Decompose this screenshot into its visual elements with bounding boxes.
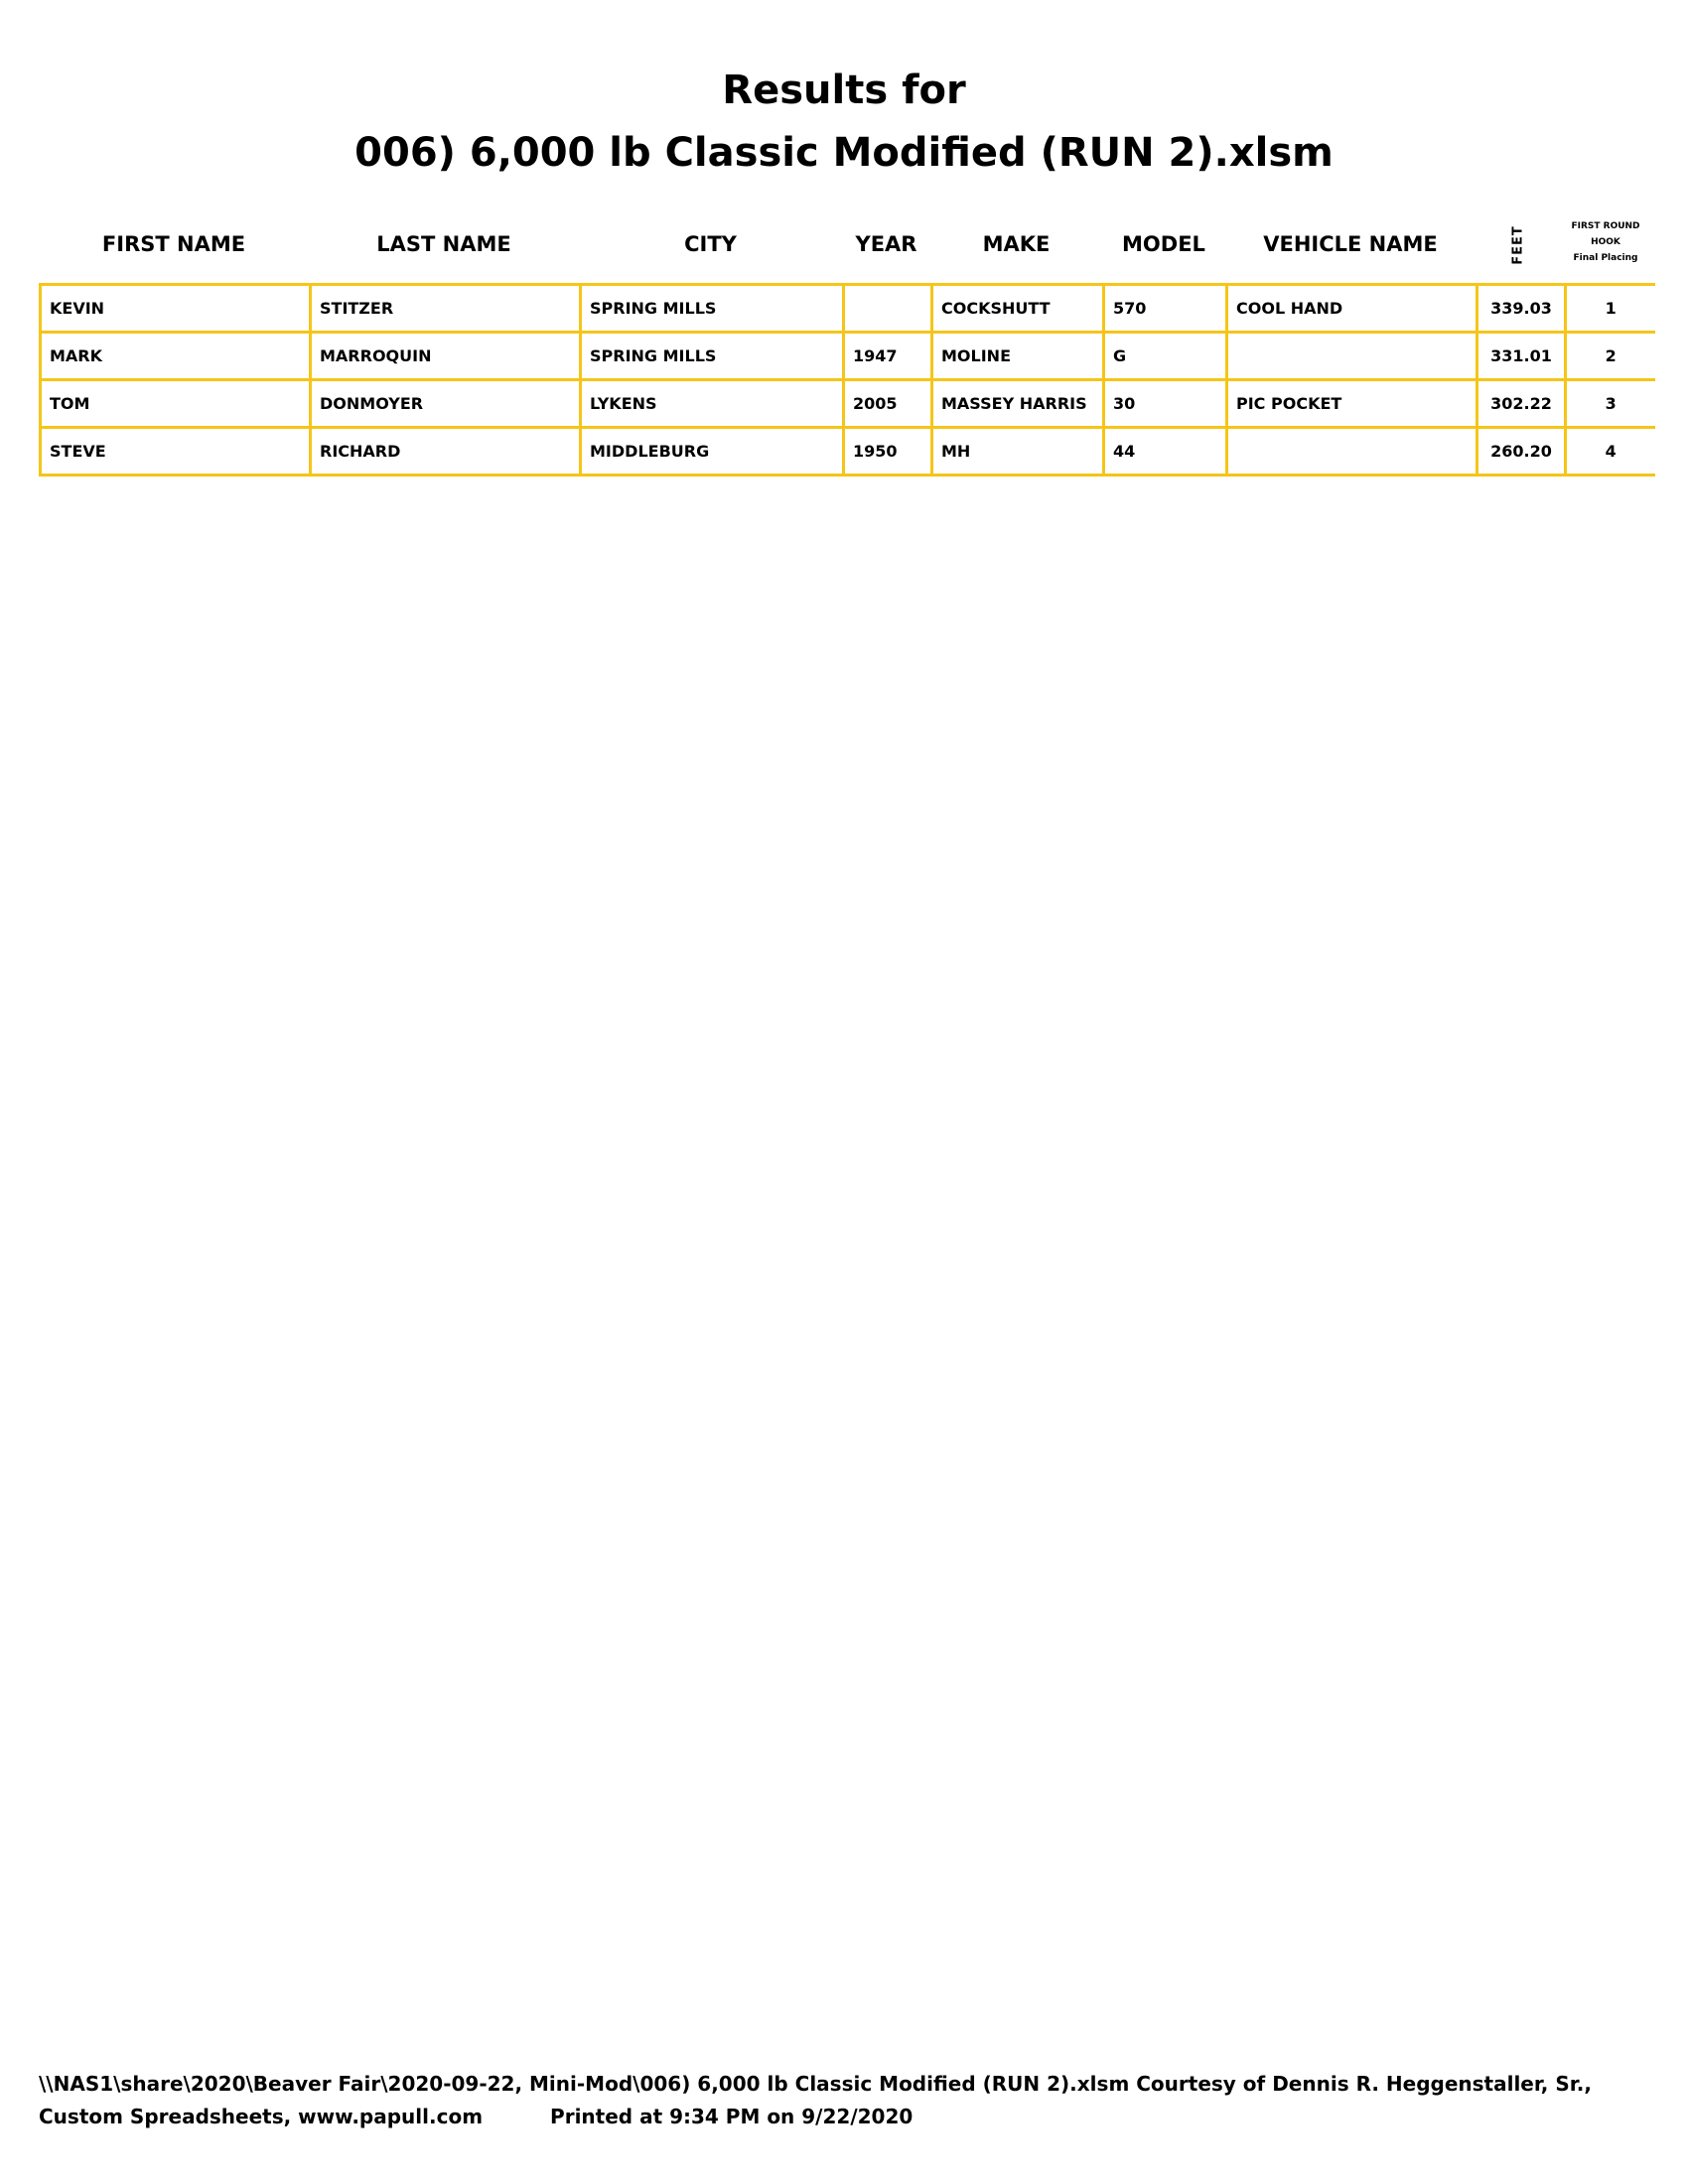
cell-city: LYKENS bbox=[581, 380, 844, 428]
cell-last-name: RICHARD bbox=[311, 428, 581, 476]
col-header-vehicle-name: VEHICLE NAME bbox=[1263, 232, 1438, 256]
col-header-model: MODEL bbox=[1122, 232, 1205, 256]
footer-printed-time: Printed at 9:34 PM on 9/22/2020 bbox=[550, 2105, 914, 2128]
cell-model: 570 bbox=[1104, 285, 1227, 333]
col-header-first-round-line3: Final Placing bbox=[1573, 253, 1638, 263]
table-row bbox=[41, 380, 1655, 428]
col-header-first-round bbox=[1561, 218, 1650, 266]
cell-first-name: KEVIN bbox=[41, 285, 311, 333]
cell-vehicle-name bbox=[1227, 333, 1477, 380]
cell-first-name: MARK bbox=[41, 333, 311, 380]
cell-make: COCKSHUTT bbox=[932, 285, 1104, 333]
footer-website: Custom Spreadsheets, www.papull.com bbox=[39, 2105, 484, 2128]
col-header-last-name: LAST NAME bbox=[376, 232, 511, 256]
results-table bbox=[39, 283, 1655, 477]
cell-city: MIDDLEBURG bbox=[581, 428, 844, 476]
cell-last-name: MARROQUIN bbox=[311, 333, 581, 380]
cell-make: MOLINE bbox=[932, 333, 1104, 380]
cell-first-name: STEVE bbox=[41, 428, 311, 476]
cell-last-name: DONMOYER bbox=[311, 380, 581, 428]
cell-year: 1950 bbox=[844, 428, 932, 476]
cell-year: 1947 bbox=[844, 333, 932, 380]
report-title: Results for bbox=[722, 68, 966, 113]
col-header-feet bbox=[1476, 220, 1561, 270]
cell-placing: 4 bbox=[1566, 428, 1655, 476]
cell-vehicle-name: COOL HAND bbox=[1227, 285, 1477, 333]
table-row bbox=[41, 333, 1655, 380]
cell-feet: 302.22 bbox=[1477, 380, 1566, 428]
col-header-feet-label: FEET bbox=[1510, 225, 1526, 265]
cell-placing: 2 bbox=[1566, 333, 1655, 380]
cell-placing: 3 bbox=[1566, 380, 1655, 428]
report-filename: 006) 6,000 lb Classic Modified (RUN 2).xlsm bbox=[354, 130, 1334, 176]
cell-placing: 1 bbox=[1566, 285, 1655, 333]
col-header-first-name: FIRST NAME bbox=[101, 232, 246, 256]
cell-last-name: STITZER bbox=[311, 285, 581, 333]
cell-year: 2005 bbox=[844, 380, 932, 428]
cell-model: 44 bbox=[1104, 428, 1227, 476]
cell-make: MASSEY HARRIS bbox=[932, 380, 1104, 428]
col-header-first-round-line1: FIRST ROUND bbox=[1571, 221, 1640, 231]
cell-city: SPRING MILLS bbox=[581, 333, 844, 380]
cell-city: SPRING MILLS bbox=[581, 285, 844, 333]
cell-model: G bbox=[1104, 333, 1227, 380]
cell-make: MH bbox=[932, 428, 1104, 476]
table-row bbox=[41, 285, 1655, 333]
cell-first-name: TOM bbox=[41, 380, 311, 428]
cell-year bbox=[844, 285, 932, 333]
cell-feet: 260.20 bbox=[1477, 428, 1566, 476]
cell-model: 30 bbox=[1104, 380, 1227, 428]
col-header-city: CITY bbox=[684, 232, 737, 256]
footer-file-path: \\NAS1\share\2020\Beaver Fair\2020-09-22, Mini-Mod\006) 6,000 lb Classic Modified (RUN 2).xlsm Courtesy of Dennis R. Heggenstaller, Sr., bbox=[39, 2072, 1592, 2096]
col-header-year: YEAR bbox=[855, 232, 917, 256]
cell-feet: 339.03 bbox=[1477, 285, 1566, 333]
cell-vehicle-name: PIC POCKET bbox=[1227, 380, 1477, 428]
cell-vehicle-name bbox=[1227, 428, 1477, 476]
col-header-first-round-line2: HOOK bbox=[1591, 237, 1620, 247]
table-row bbox=[41, 428, 1655, 476]
footer-credits bbox=[39, 2105, 913, 2128]
cell-feet: 331.01 bbox=[1477, 333, 1566, 380]
col-header-make: MAKE bbox=[982, 232, 1051, 256]
